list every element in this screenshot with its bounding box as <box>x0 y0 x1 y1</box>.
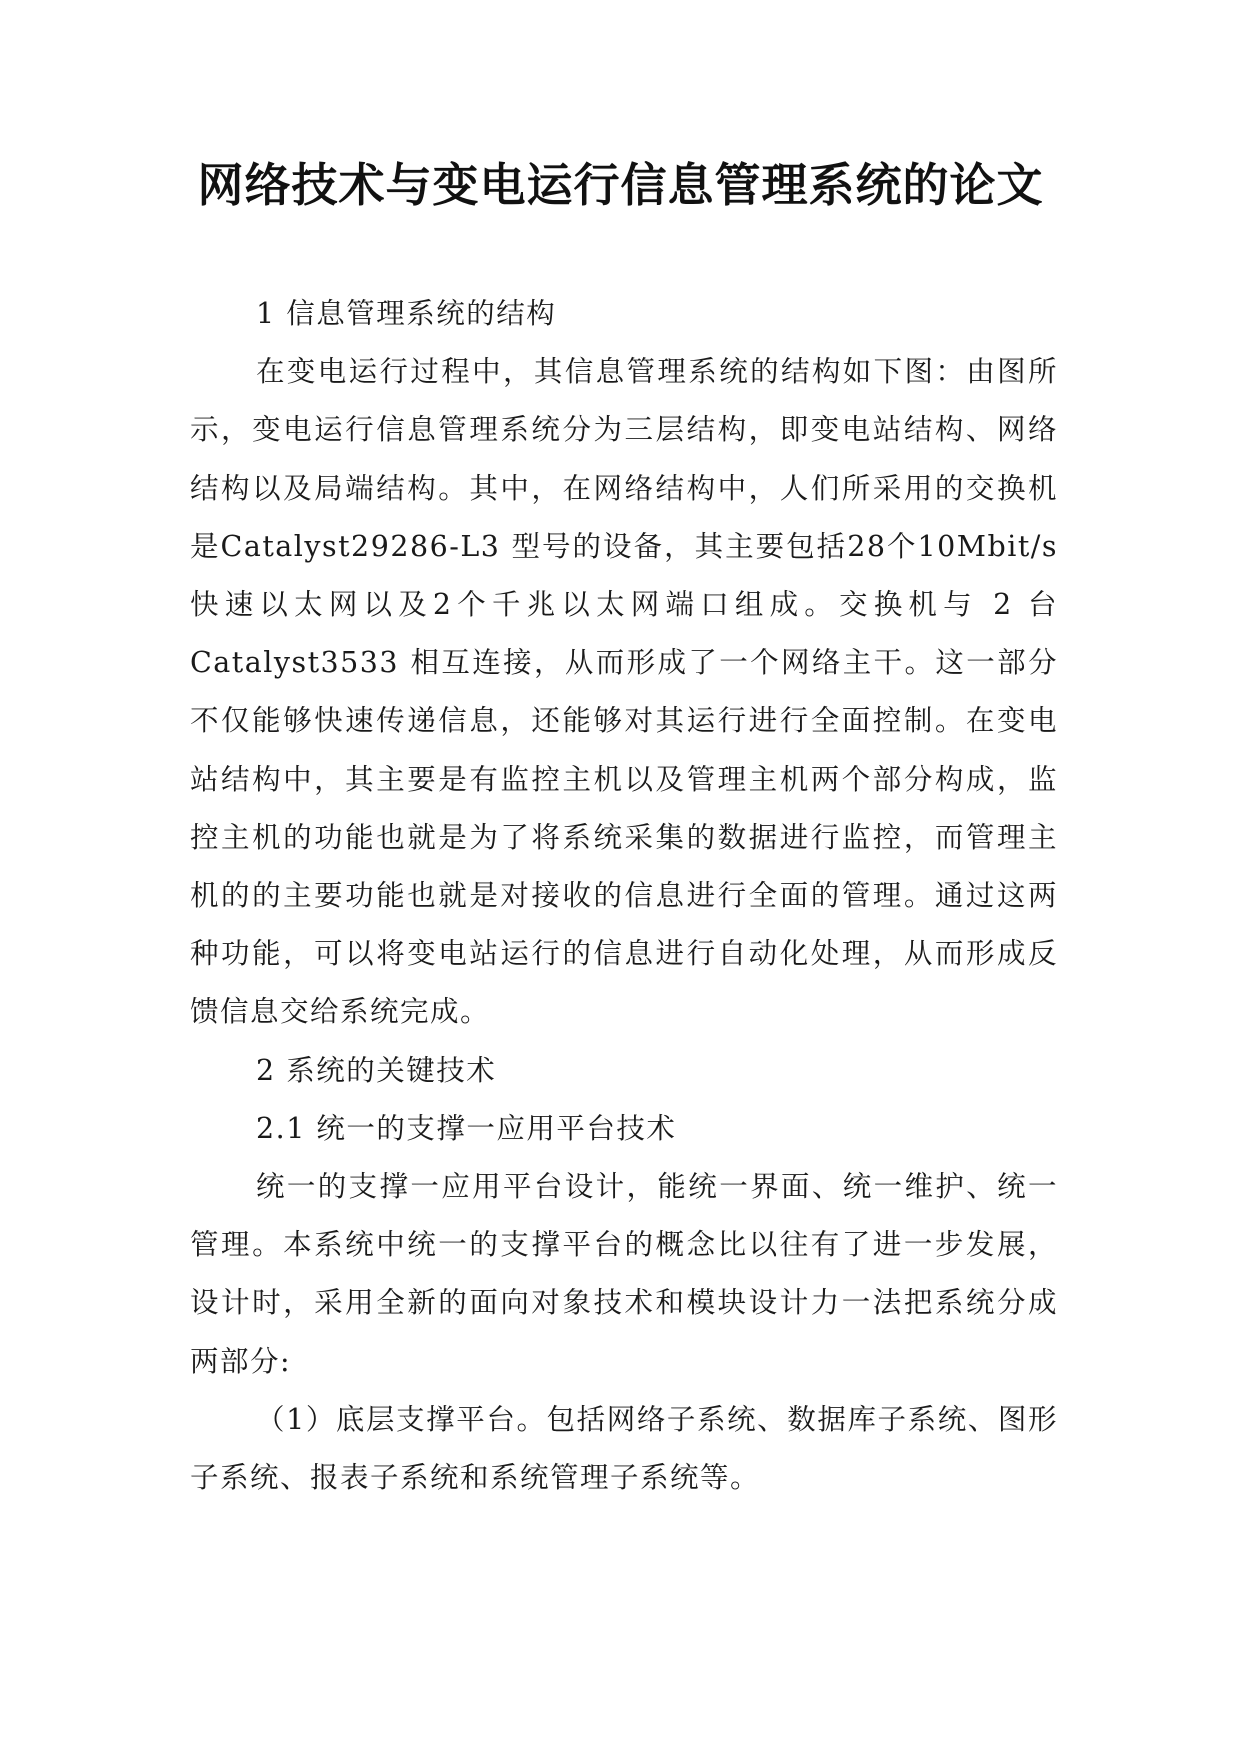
section-heading-key-tech: 2 系统的关键技术 <box>256 1053 497 1087</box>
section-heading-structure: 1 信息管理系统的结构 <box>256 297 557 330</box>
paragraph-base-platform: （1）底层支撑平台。包括网络子系统、数据库子系统、图形子系统、报表子系统和系统管理子系统等。 <box>190 1402 1058 1495</box>
subsection-heading-platform: 2.1 统一的支撑一应用平台技术 <box>256 1111 677 1145</box>
document-body <box>190 285 1058 1507</box>
paragraph-structure: 在变电运行过程中，其信息管理系统的结构如下图：由图所示，变电运行信息管理系统分为三层结构，即变电站结构、网络结构以及局端结构。其中，在网络结构中，人们所采用的交换机是Catalyst29286-L3 型号的设备，其主要包括28个10Mbit/s快速以太网以及2个千兆以太网端口组成。交换机与 2 台 Catalyst3533 相互连接，从而形成了一个网络主干。这一部分不仅能够快速传递信息，还能够对其运行进行全面控制。在变电站结构中，其主要是有监控主机以及管理主机两个部分构成，监控主机的功能也就是为了将系统采集的数据进行监控，而管理主机的的主要功能也就是对接收的信息进行全面的管理。通过这两种功能，可以将变电站运行的信息进行自动化处理，从而形成反馈信息交给系统完成。 <box>190 355 1058 1029</box>
document-title: 网络技术与变电运行信息管理系统的论文 <box>197 158 1044 212</box>
paragraph-platform: 统一的支撑一应用平台设计，能统一界面、统一维护、统一管理。本系统中统一的支撑平台的概念比以往有了进一步发展，设计时，采用全新的面向对象技术和模块设计力一法把系统分成两部分: <box>190 1170 1058 1378</box>
